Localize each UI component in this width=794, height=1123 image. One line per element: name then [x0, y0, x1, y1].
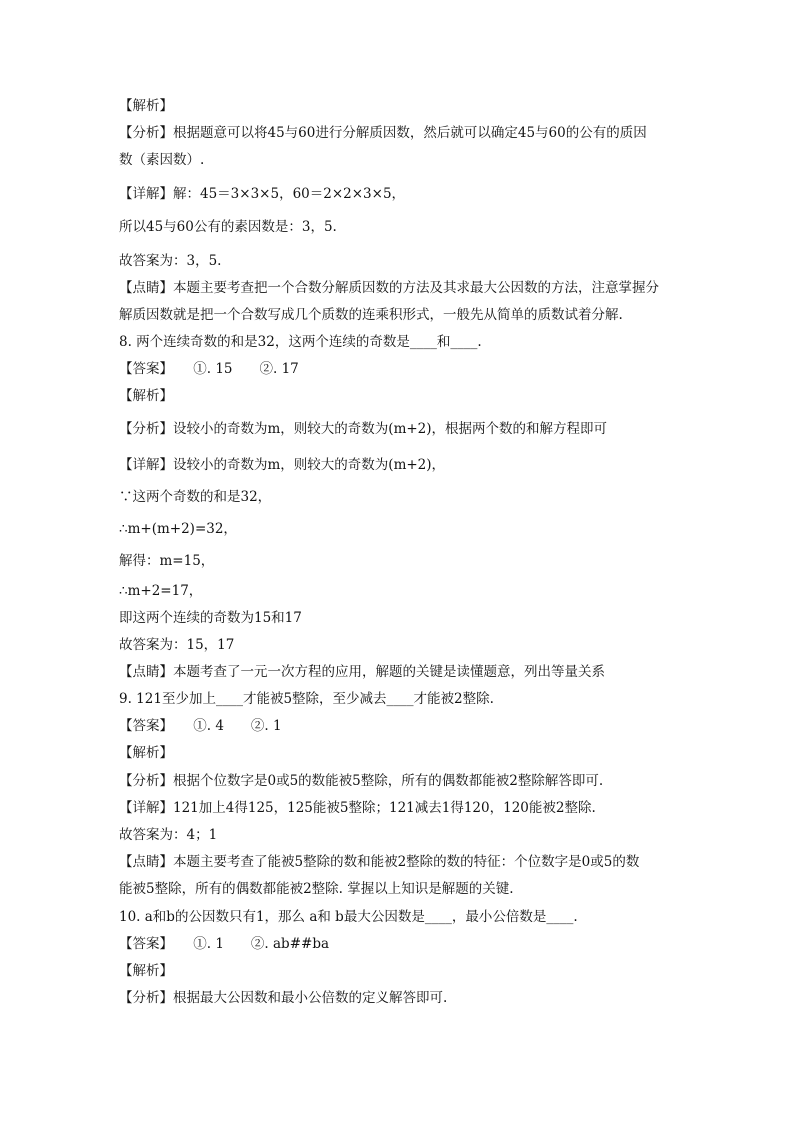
text-line: 【点睛】本题主要考查了能被5整除的数和能被2整除的数的特征：个位数字是0或5的数: [119, 854, 640, 870]
text-line: 【分析】设较小的奇数为m，则较大的奇数为(m+2)，根据两个数的和解方程即可: [119, 421, 608, 437]
text-line: 【分析】根据最大公因数和最小公倍数的定义解答即可.: [119, 990, 448, 1006]
text-line: 【点睛】本题主要考查把一个合数分解质因数的方法及其求最大公因数的方法，注意掌握分: [119, 280, 659, 296]
text-line: 即这两个连续的奇数为15和17: [119, 610, 302, 626]
text-line: 【答案】 ①. 1 ②. ab##ba: [119, 936, 330, 952]
text-line: 【解析】: [119, 745, 173, 761]
text-line: 【答案】 ①. 4 ②. 1: [119, 718, 282, 734]
text-line: 能被5整除，所有的偶数都能被2整除. 掌握以上知识是解题的关键.: [119, 881, 514, 897]
text-line: 8. 两个连续奇数的和是32，这两个连续的奇数是____和____.: [119, 334, 482, 350]
text-line: 所以45与60公有的素因数是：3，5.: [119, 219, 337, 235]
text-line: 数（素因数）.: [119, 152, 205, 168]
text-line: 故答案为：15，17: [119, 637, 235, 653]
text-line: 【解析】: [119, 963, 173, 979]
text-line: 解得：m=15，: [119, 553, 215, 569]
text-line: 解质因数就是把一个合数写成几个质数的连乘积形式，一般先从简单的质数试着分解.: [119, 307, 623, 323]
text-line: ∵这两个奇数的和是32，: [119, 489, 272, 505]
text-line: 【答案】 ①. 15 ②. 17: [119, 361, 299, 377]
text-line: 【详解】121加上4得125，125能被5整除；121减去1得120，120能被2整除.: [119, 800, 596, 816]
text-line: 10. a和b的公因数只有1，那么 a和 b最大公因数是____，最小公倍数是____.: [119, 909, 578, 925]
text-line: ∴m+(m+2)=32，: [119, 521, 237, 537]
text-line: ∴m+2=17，: [119, 583, 203, 599]
text-line: 故答案为：4；1: [119, 827, 218, 843]
text-line: 【详解】解：45＝3×3×5，60＝2×2×3×5，: [119, 186, 406, 202]
text-line: 【点睛】本题考查了一元一次方程的应用，解题的关键是读懂题意，列出等量关系: [119, 664, 605, 680]
text-line: 【分析】根据题意可以将45与60进行分解质因数，然后就可以确定45与60的公有的质因: [119, 125, 647, 141]
text-line: 9. 121至少加上____才能被5整除，至少减去____才能被2整除.: [119, 691, 494, 707]
text-line: 故答案为：3，5.: [119, 253, 222, 269]
text-line: 【解析】: [119, 388, 173, 404]
text-line: 【分析】根据个位数字是0或5的数能被5整除，所有的偶数都能被2整除解答即可.: [119, 773, 604, 789]
text-line: 【详解】设较小的奇数为m，则较大的奇数为(m+2)，: [119, 457, 446, 473]
text-line: 【解析】: [119, 98, 173, 114]
